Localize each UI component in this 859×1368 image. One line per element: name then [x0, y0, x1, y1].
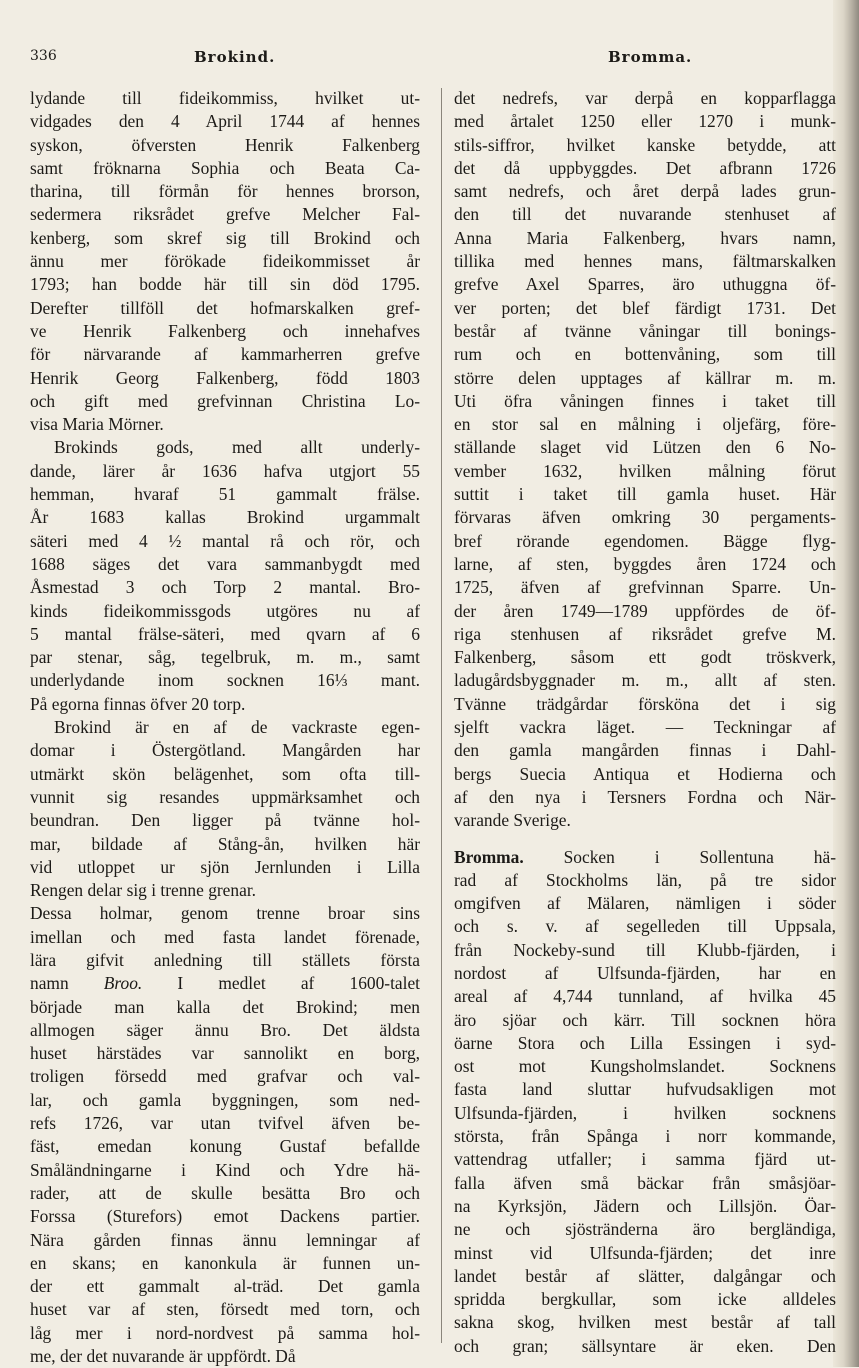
text-line: en skans; en kanonkula är funnen un-: [30, 1252, 420, 1273]
text-line: från Nockeby-sund till Klubb-fjärden, i: [454, 939, 836, 960]
text-line: rader, att de skulle besätta Bro och: [30, 1182, 420, 1203]
text-line: Brokinds gods, med allt underly-: [54, 437, 420, 458]
text-line: visa Maria Mörner.: [30, 414, 164, 435]
text-line: för närvarande af kammarherren grefve: [30, 344, 420, 365]
text-line: Tvänne trädgårdar försköna det i sig: [454, 693, 836, 714]
text-line: Rengen delar sig i trenne grenar.: [30, 880, 256, 901]
text-line: Forssa (Sturefors) emot Dackens partier.: [30, 1206, 420, 1227]
text-line: vidgades den 4 April 1744 af hennes: [30, 111, 420, 132]
text-line: och gran; sällsyntare är eken. Den: [454, 1335, 836, 1356]
text-line: samt fröknarna Sophia och Beata Ca-: [30, 157, 420, 178]
left-running-title: Brokind.: [194, 48, 276, 66]
text-line: sedermera riksrådet grefve Melcher Fal-: [30, 204, 420, 225]
entry-heading: Bromma.: [454, 846, 524, 867]
text-line: På egorna finnas öfver 20 torp.: [30, 693, 246, 714]
text-line: landet består af slätter, dalgångar och: [454, 1265, 836, 1286]
text-line: lära gifvit anledning till ställets första: [30, 949, 420, 970]
text-line: Dessa holmar, genom trenne broar sins: [30, 903, 420, 924]
text-line: vattendrag utfaller; i samma fjärd ut-: [454, 1149, 836, 1170]
text-line: na Kyrksjön, Jädern och Lillsjön. Öar-: [454, 1195, 836, 1216]
text-line: bref rörande egendomen. Bägge flyg-: [454, 530, 836, 551]
text-line: der åren 1749—1789 uppfördes de öf-: [454, 600, 836, 621]
text-line: Falkenberg, såsom ett godt tröskverk,: [454, 647, 836, 668]
text-line: areal af 4,744 tunnland, af hvilka 45: [454, 986, 836, 1007]
text-line: underlydande inom socknen 16⅓ mant.: [30, 670, 420, 691]
page-number: 336: [30, 48, 57, 64]
text-line: Åsmestad 3 och Torp 2 mantal. Bro-: [30, 577, 420, 598]
text-line: utmärkt skön belägenhet, som ofta till-: [30, 763, 420, 784]
text-fragment: namn: [30, 973, 104, 994]
text-line: Ulfsunda-fjärden, i hvilken socknens: [454, 1102, 836, 1123]
text-line: 1725, äfven af grefvinnan Sparre. Un-: [454, 577, 836, 598]
text-line: och s. v. af segelleden till Uppsala,: [454, 916, 836, 937]
text-line: kinds fideikommissgods utgöres nu af: [30, 600, 420, 621]
text-line: vid utloppet ur sjön Jernlunden i Lilla: [30, 856, 420, 877]
text-line: den gamla mangården finnas i Dahl-: [454, 740, 836, 761]
text-line: hemman, hvaraf 51 gammalt frälse.: [30, 484, 420, 505]
text-line: der ett gammalt al-träd. Det gamla: [30, 1276, 420, 1297]
text-line: riga stenhusen af riksrådet grefve M.: [454, 623, 836, 644]
text-line: tillika med hennes mans, fältmarskalken: [454, 251, 836, 272]
text-fragment: I medlet af 1600-talet: [142, 973, 420, 994]
text-line: Brokind är en af de vackraste egen-: [54, 717, 420, 738]
text-line: [454, 846, 836, 869]
text-line: grefve Axel Sparres, äro uthuggna öf-: [454, 274, 836, 295]
text-line: fäst, emedan konung Gustaf befallde: [30, 1136, 420, 1157]
text-line: bergs Suecia Antiqua et Hodierna och: [454, 763, 836, 784]
text-line: ver porten; det blef färdigt 1731. Det: [454, 297, 836, 318]
text-line: mar, bildade af Stång-ån, hvilken här: [30, 833, 420, 854]
text-line: en stor sal en målning i oljefärg, före-: [454, 414, 836, 435]
text-line: dande, lärer år 1636 hafva utgjort 55: [30, 460, 420, 481]
left-column: [30, 87, 420, 1368]
text-line: tharina, till förmån för hennes brorson,: [30, 181, 420, 202]
text-line: spridda bergkullar, som icke alldeles: [454, 1289, 836, 1310]
paragraph-gap: [454, 833, 836, 846]
text-line: kenberg, som skref sig till Brokind och: [30, 227, 420, 248]
text-line: me, der det nuvarande är uppfördt. Då: [30, 1346, 296, 1367]
text-line: vember 1632, hvilken målning förut: [454, 460, 836, 481]
text-line: falla äfven små bäckar från småsjöar-: [454, 1172, 836, 1193]
text-line: sakna skog, hvilken mest består af tall: [454, 1312, 836, 1333]
text-line: Derefter tillföll det hofmarskalken gref-: [30, 297, 420, 318]
text-line: rad af Stockholms län, på tre sidor: [454, 869, 836, 890]
text-line: Uti öfra våningen finnes i taket till: [454, 390, 836, 411]
text-line: förvaras äfven omkring 30 pergaments-: [454, 507, 836, 528]
text-line: minst vid Ulfsunda-fjärden; det inre: [454, 1242, 836, 1263]
text-line: ost mot Kungsholmslandet. Socknens: [454, 1056, 836, 1077]
text-line: lar, och gamla byggningen, som ned-: [30, 1089, 420, 1110]
text-line: ve Henrik Falkenberg och innehafves: [30, 320, 420, 341]
text-line: Henrik Georg Falkenberg, född 1803: [30, 367, 420, 388]
text-line: stils-siffror, hvilket kanske betydde, att: [454, 134, 836, 155]
text-line: [30, 972, 420, 995]
text-line: refs 1726, var utan tvifvel äfven be-: [30, 1113, 420, 1134]
text-line: största, från Spånga i norr kommande,: [454, 1126, 836, 1147]
page-edge-shadow: [833, 0, 859, 1367]
text-line: öarne Stora och Lilla Essingen i syd-: [454, 1032, 836, 1053]
column-divider: [441, 88, 442, 1343]
italic-word: Broo.: [103, 973, 143, 994]
text-line: af den nya i Tersners Fordna och När-: [454, 786, 836, 807]
text-line: syskon, öfversten Henrik Falkenberg: [30, 134, 420, 155]
text-line: det nedrefs, var derpå en kopparflagga: [454, 88, 836, 108]
text-line: började man kalla det Brokind; men: [30, 996, 420, 1017]
text-line: vunnit sig resandes uppmärksamhet och: [30, 786, 420, 807]
text-line: samt nedrefs, och året derpå lades grun-: [454, 181, 836, 202]
text-line: ladugårdsbyggnader m. m., allt af sten.: [454, 670, 836, 691]
text-line: äro sjöar och kärr. Till socknen höra: [454, 1009, 836, 1030]
text-line: troligen försedd med grafvar och val-: [30, 1066, 420, 1087]
text-line: huset var af sten, försedt med torn, och: [30, 1299, 420, 1320]
text-line: rum och en bottenvåning, som till: [454, 344, 836, 365]
text-line: domar i Östergötland. Mangården har: [30, 740, 420, 761]
text-line: den till det nuvarande stenhuset af: [454, 204, 836, 225]
text-line: lydande till fideikommiss, hvilket ut-: [30, 88, 420, 108]
text-line: suttit i taket till gamla huset. Här: [454, 484, 836, 505]
text-line: Nära gården finnas ännu lemningar af: [30, 1229, 420, 1250]
text-line: 1793; han bodde här till sin död 1795.: [30, 274, 420, 295]
text-line: består af tvänne våningar till bonings-: [454, 320, 836, 341]
text-line: 5 mantal frälse-säteri, med qvarn af 6: [30, 623, 420, 644]
text-line: larne, af sten, byggdes åren 1724 och: [454, 553, 836, 574]
text-line: med årtalet 1250 eller 1270 i munk-: [454, 111, 836, 132]
text-line: omgifven af Mälaren, nämligen i söder: [454, 893, 836, 914]
text-line: huset härstädes var sannolikt en borg,: [30, 1043, 420, 1064]
text-line: säteri med 4 ½ mantal rå och rör, och: [30, 530, 420, 551]
text-line: ännu mer förökade fideikommisset år: [30, 251, 420, 272]
text-fragment: Socken i Sollentuna hä-: [523, 846, 836, 867]
text-line: låg mer i nord-nordvest på samma hol-: [30, 1322, 420, 1343]
text-line: 1688 säges det vara sammanbygdt med: [30, 553, 420, 574]
right-running-title: Bromma.: [608, 48, 693, 66]
text-line: fasta land sluttar hufvudsakligen mot: [454, 1079, 836, 1100]
text-line: Anna Maria Falkenberg, hvars namn,: [454, 227, 836, 248]
text-line: ställande slaget vid Lützen den 6 No-: [454, 437, 836, 458]
text-line: År 1683 kallas Brokind urgammalt: [30, 507, 420, 528]
text-line: nordost af Ulfsunda-fjärden, har en: [454, 962, 836, 983]
text-line: Småländningarne i Kind och Ydre hä-: [30, 1159, 420, 1180]
right-column: [454, 87, 836, 1358]
text-line: sjelft vackra läget. — Teckningar af: [454, 717, 836, 738]
text-line: par stenar, såg, tegelbruk, m. m., samt: [30, 647, 420, 668]
text-line: och gift med grefvinnan Christina Lo-: [30, 390, 420, 411]
text-line: imellan och med fasta landet förenade,: [30, 926, 420, 947]
text-line: det då uppbyggdes. Det afbrann 1726: [454, 157, 836, 178]
text-line: större delen upptages af källrar m. m.: [454, 367, 836, 388]
text-line: allmogen säger ännu Bro. Det äldsta: [30, 1019, 420, 1040]
text-line: ne och sjöstränderna äro bergländiga,: [454, 1219, 836, 1240]
text-line: varande Sverige.: [454, 810, 571, 831]
text-line: beundran. Den ligger på tvänne hol-: [30, 810, 420, 831]
